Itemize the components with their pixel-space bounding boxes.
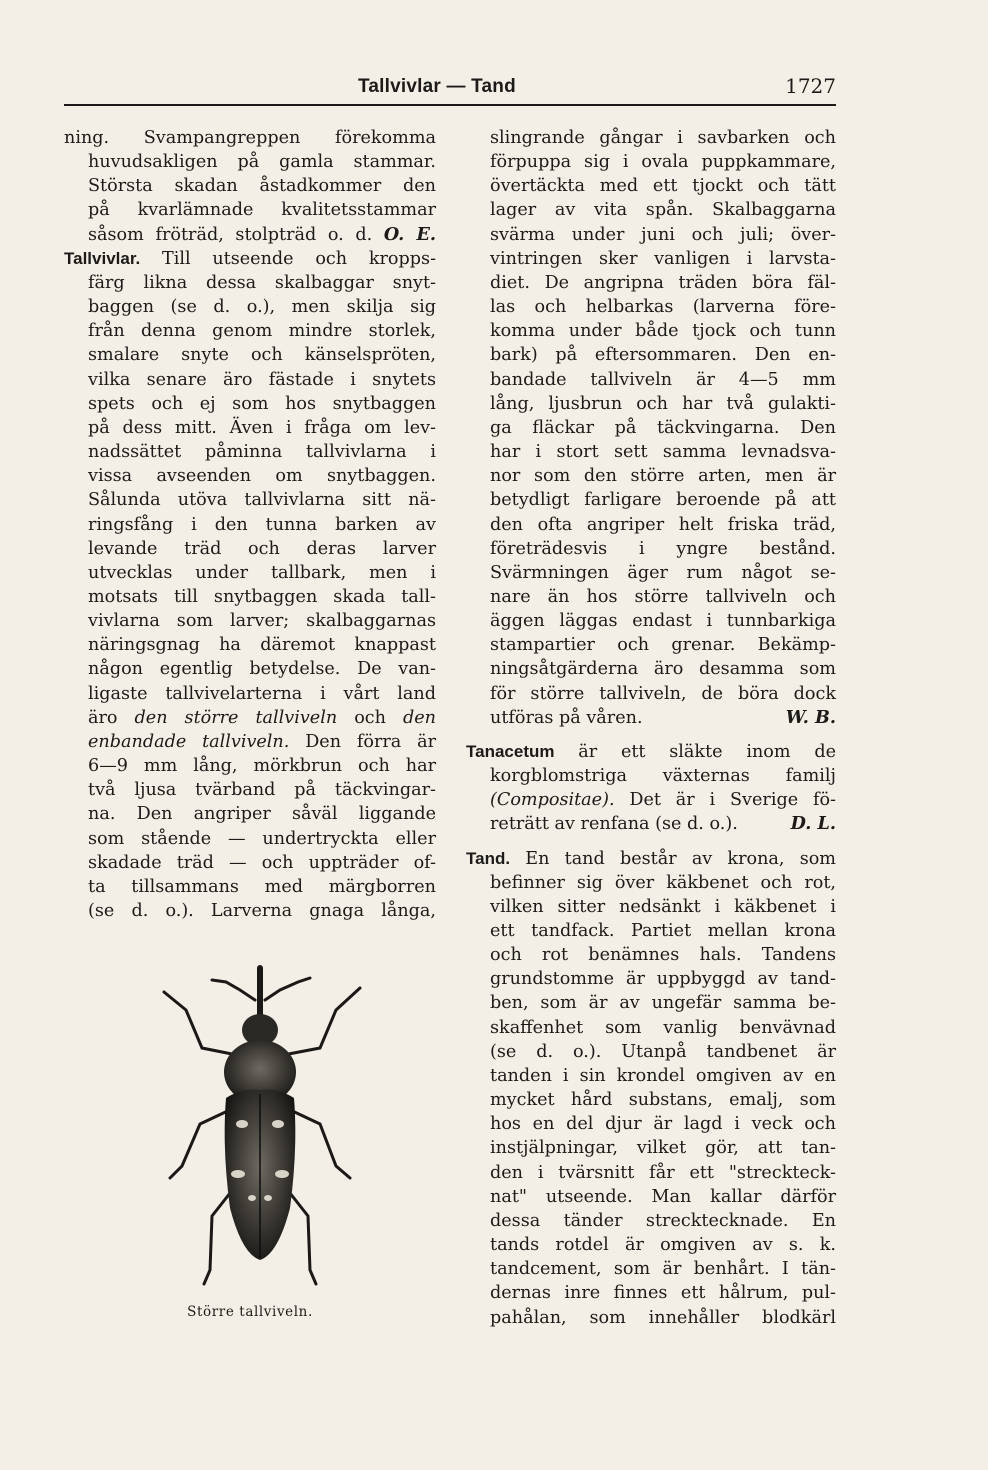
signature: D. L. [790, 813, 836, 835]
text-line: övertäckta med ett tjockt och tätt [490, 176, 836, 197]
text-line: vivlarna som larver; skalbaggarnas [88, 611, 436, 632]
text-line: instjälpningar, vilket gör, att tan- [490, 1138, 836, 1159]
text-line: lager av vita spån. Skalbaggarna [490, 200, 836, 221]
text-line: två ljusa tvärband på täckvingar- [88, 780, 436, 801]
text-line: färg likna dessa skalbaggar snyt- [88, 272, 436, 293]
headword-tallvivlar: Tallvivlar. [64, 248, 141, 268]
right-column [466, 126, 836, 1330]
text-line: dessa tänder strecktecknade. En [490, 1210, 836, 1231]
text-line: äggen läggas endast i tunnbarkiga [490, 611, 836, 632]
text-line: nat" utseende. Man kallar därför [490, 1186, 836, 1207]
figure-caption: Större tallviveln. [187, 1304, 313, 1320]
text-line: ringsfång i den tunna barken av [88, 514, 436, 535]
text-line: Sålunda utöva tallvivlarna sitt nä- [88, 490, 436, 511]
running-header [64, 72, 836, 106]
text-line: Största skadan åstadkommer den [88, 176, 436, 197]
text-line: tanden i sin krondel omgiven av en [490, 1065, 836, 1086]
text-line: näringsgnag ha däremot knappast [88, 635, 436, 656]
text-line: dernas inre finnes ett hålrum, pul- [490, 1283, 836, 1304]
text-line: ga fläckar på täckvingarna. Den [490, 417, 836, 438]
text-line: ningsåtgärderna äro desamma som [490, 659, 836, 680]
text-line: vilka senare äro fästade i snytets [88, 369, 436, 390]
text-line: ligaste tallvivelarterna i vårt land [88, 683, 436, 704]
text-line: svärma under juni och juli; över- [490, 224, 836, 245]
text-line: ett tandfack. Partiet mellan krona [490, 921, 836, 941]
text-line: skaffenhet som vanlig benvävnad [490, 1017, 836, 1038]
text-line: nor som den större arten, men är [490, 466, 836, 487]
text-line: pahålan, som innehåller blodkärl [490, 1307, 836, 1328]
text-line: komma under både tjock och tunn [490, 321, 836, 342]
left-column [64, 126, 436, 923]
headword-tand: Tand. [466, 848, 511, 868]
text-line: betydligt farligare beroende på att [490, 490, 836, 511]
text-line: (se d. o.). Larverna gnaga långa, [88, 901, 436, 921]
text-line: ning. Svampangreppen förekomma [64, 128, 436, 148]
text-line: Svärmningen äger rum något se- [490, 562, 836, 583]
text-line: enbandade tallviveln. Den förra är [88, 731, 436, 752]
text-line: utföras på våren. W. B. [466, 706, 836, 730]
page-number: 1727 [785, 74, 836, 98]
text-line: företrädesvis i yngre bestånd. [490, 538, 836, 559]
text-line: ta tillsammans med märgborren [88, 876, 436, 897]
text-line: vissa avseenden om snytbaggen. [88, 466, 436, 487]
signature: W. B. [785, 706, 836, 728]
text-line: hos en del djur är lagd i veck och [490, 1114, 836, 1135]
text-line: den ofta angriper helt friska träd, [490, 514, 836, 535]
text-line: såsom fröträd, stolpträd o. d. O. E. [88, 223, 436, 245]
text-line: huvudsakligen på gamla stammar. [88, 152, 436, 173]
text-line: smalare snyte och känselspröten, [88, 345, 436, 366]
beetle-illustration [130, 948, 390, 1308]
text-line: på kvarlämnade kvalitetsstammar [88, 200, 436, 221]
text-line: nare än hos större tallviveln och [490, 586, 836, 607]
text-line: slingrande gångar i savbarken och [490, 128, 836, 148]
text-line: Tallvivlar. Till utseende och kropps- [64, 248, 437, 269]
text-line: förpuppa sig i ovala puppkammare, [490, 152, 836, 173]
text-line: baggen (se d. o.), men skilja sig [88, 297, 436, 318]
text-line: ben, som är av ungefär samma be- [490, 993, 836, 1014]
text-line: bandade tallviveln är 4—5 mm [490, 369, 836, 390]
beetle-figure [130, 948, 390, 1308]
text-line: tandcement, som är benhårt. I tän- [490, 1259, 836, 1280]
text-line: och rot benämnes hals. Tandens [490, 945, 836, 966]
text-line: stampartier och grenar. Bekämp- [490, 635, 836, 656]
text-line: mycket hård substans, emalj, som [490, 1090, 836, 1111]
text-line: vintringen sker vanligen i larvsta- [490, 248, 836, 269]
text-line: på dess mitt. Även i fråga om lev- [88, 417, 436, 438]
text-line: för större tallviveln, de böra dock [490, 683, 836, 704]
headword-tanacetum: Tanacetum [466, 741, 555, 761]
text-line: spets och ej som hos snytbaggen [88, 393, 436, 414]
text-line: grundstomme är uppbyggd av tand- [490, 969, 836, 990]
text-line: na. Den angriper såväl liggande [88, 804, 436, 825]
text-line: lång, ljusbrun och har två gulakti- [490, 393, 836, 414]
text-line: någon egentlig betydelse. De van- [88, 659, 436, 680]
text-line: 6—9 mm lång, mörkbrun och har [88, 756, 436, 777]
text-line: las och helbarkas (larverna före- [490, 297, 836, 318]
text-line: tands rotdel är omgiven av s. k. [490, 1235, 836, 1256]
text-line: skadade träd — och uppträder of- [88, 852, 436, 873]
text-line: levande träd och deras larver [88, 538, 436, 559]
text-line: (se d. o.). Utanpå tandbenet är [490, 1041, 836, 1062]
text-line: har i stort sett samma levnadsva- [490, 442, 836, 463]
text-line: diet. De angripna träden böra fäl- [490, 272, 836, 293]
text-line: reträtt av renfana (se d. o.). D. L. [466, 812, 836, 836]
text-line: utvecklas under tallbark, men i [88, 562, 436, 583]
header-title: Tallvivlar — Tand [358, 76, 516, 97]
text-line: motsats till snytbaggen skada tall- [88, 586, 436, 607]
signature: O. E. [383, 223, 436, 245]
text-line: äro den större tallviveln och den [88, 707, 436, 728]
text-line: Tand. En tand består av krona, som [466, 848, 836, 869]
text-line: bark) på eftersommaren. Den en- [490, 345, 836, 366]
text-line: Tanacetum är ett släkte inom de [466, 741, 836, 762]
text-line: från denna genom mindre storlek, [88, 321, 436, 342]
text-line: som stående — undertryckta eller [88, 828, 436, 849]
text-line: den i tvärsnitt får ett "streckteck- [490, 1162, 836, 1183]
text-line: nadssättet påminna tallvivlarna i [88, 442, 436, 463]
text-line: vilken sitter nedsänkt i käkbenet i [490, 896, 836, 917]
text-line: korgblomstriga växternas familj [490, 766, 836, 787]
text-line: (Compositae). Det är i Sverige fö- [490, 790, 837, 811]
text-line: befinner sig över käkbenet och rot, [490, 872, 836, 893]
